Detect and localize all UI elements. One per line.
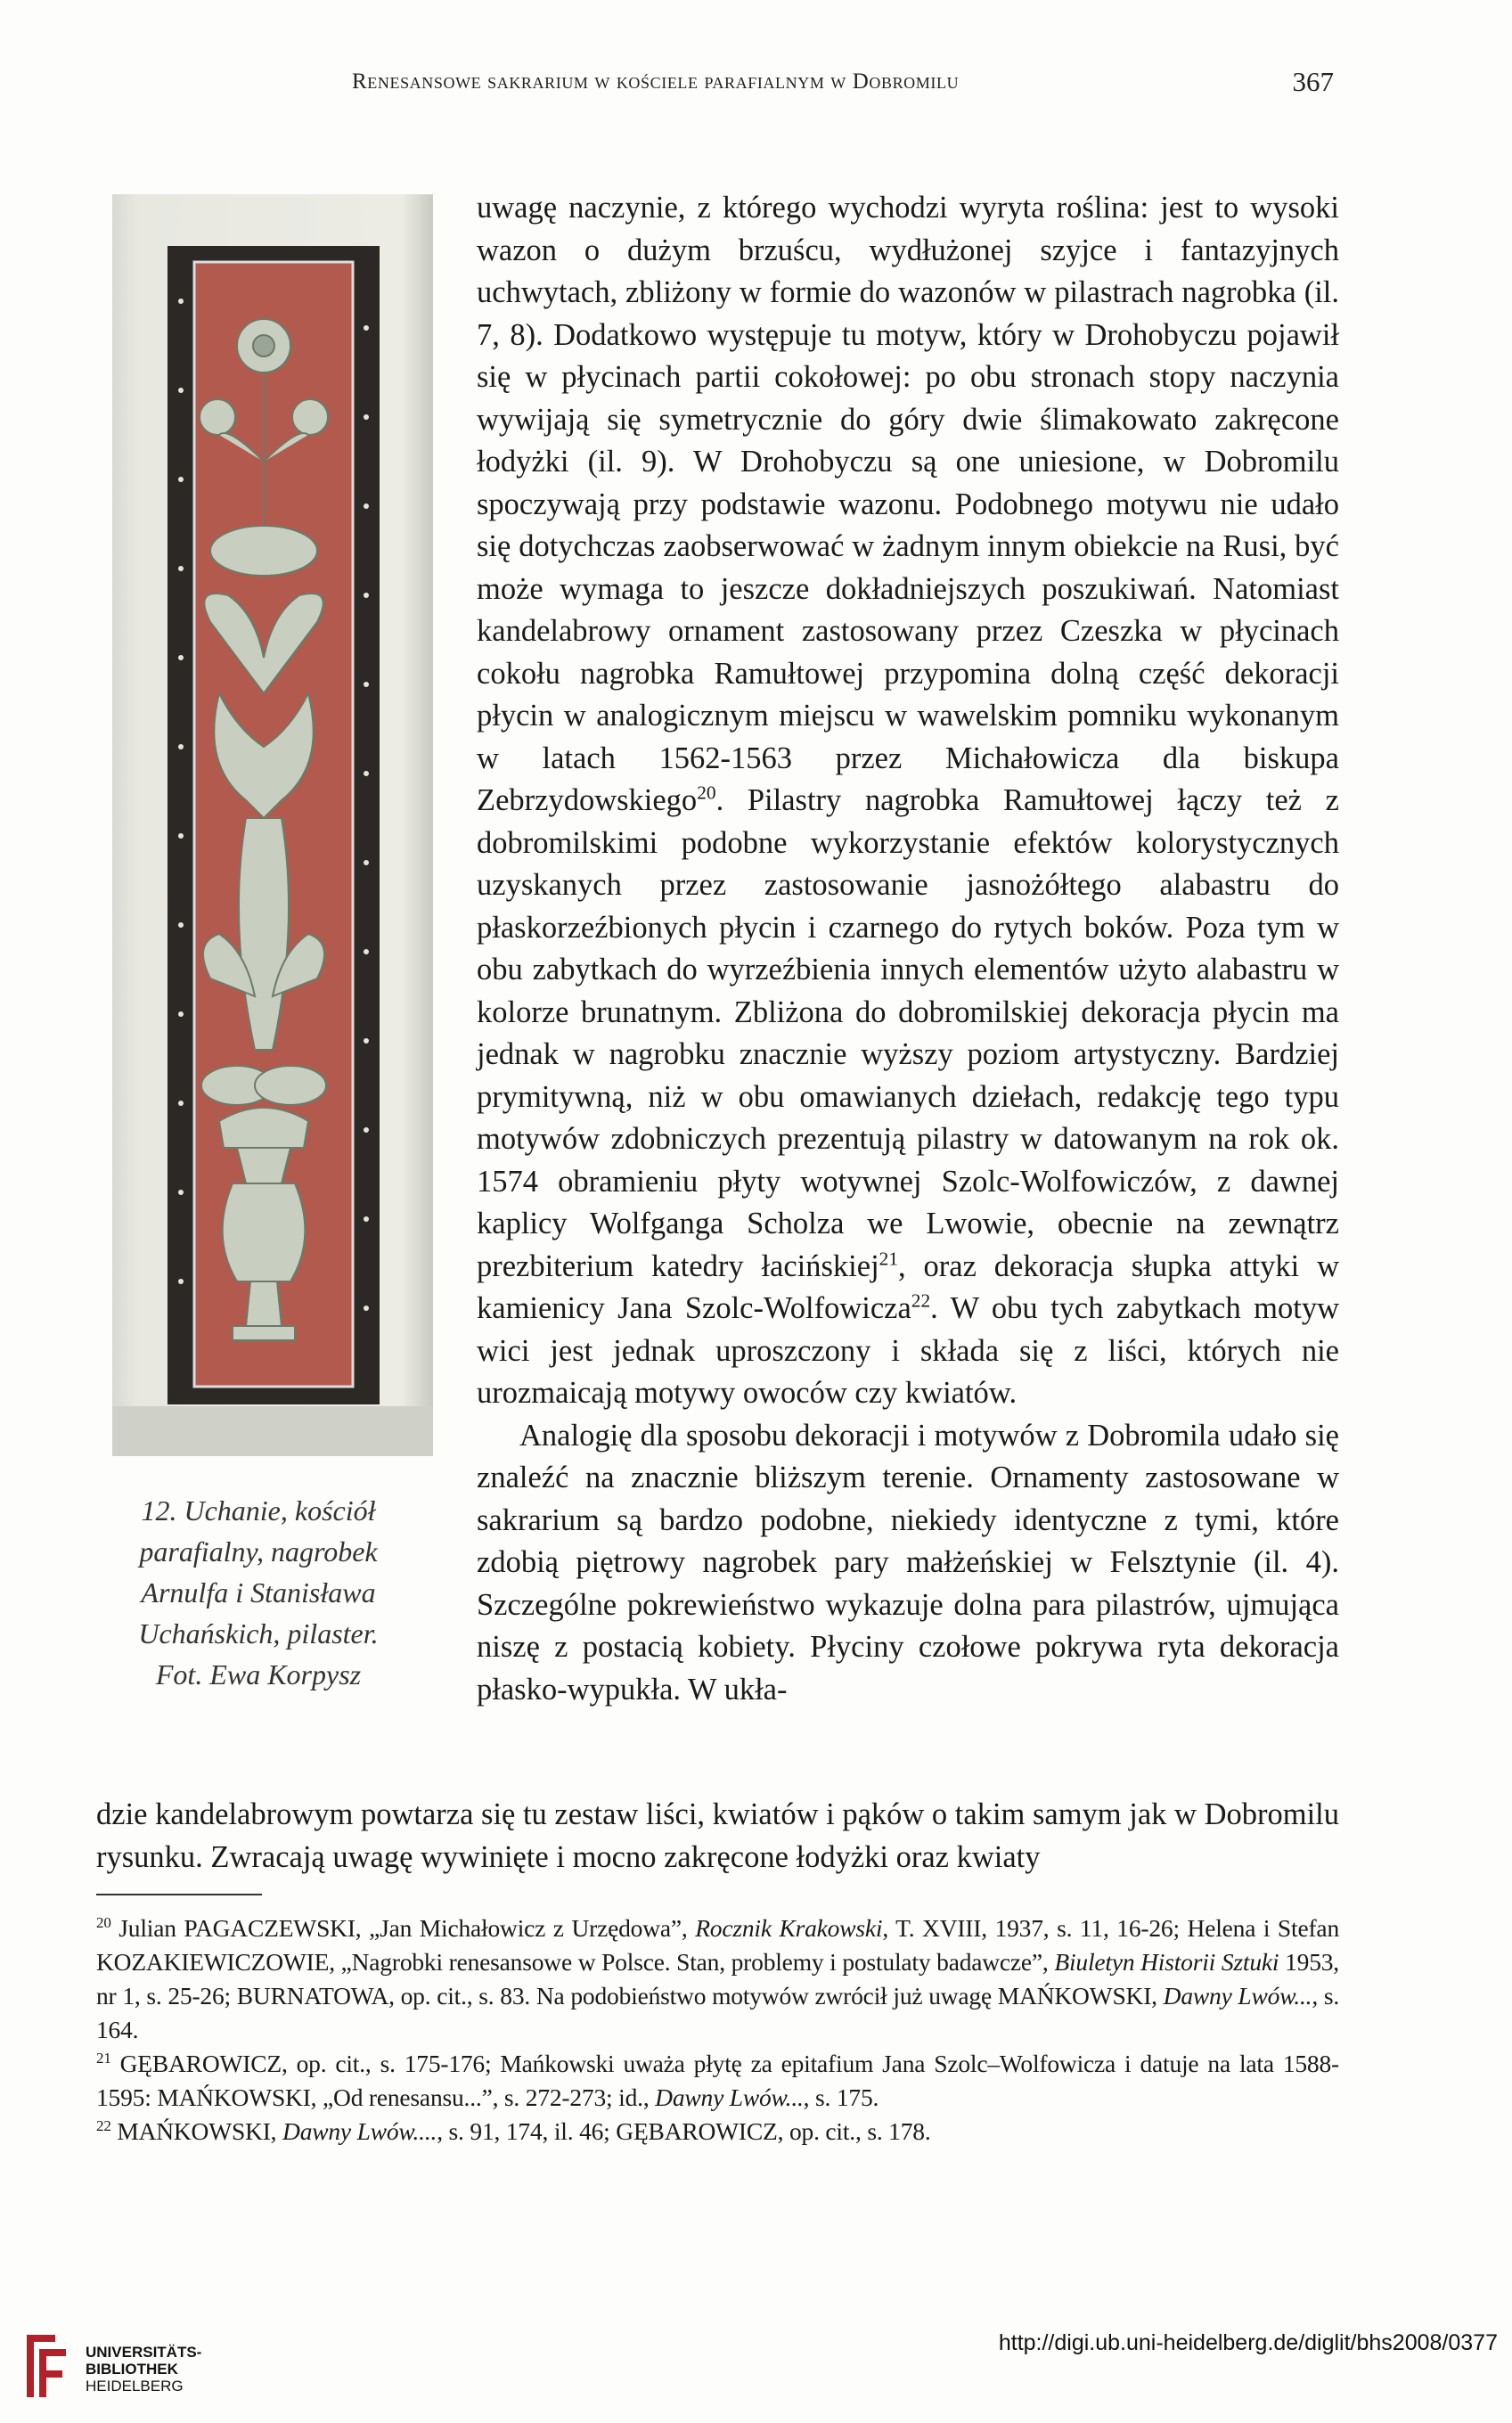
caption-line: Arnulfa i Stanisława xyxy=(141,1576,376,1609)
caption-line: Uchańskich, pilaster. xyxy=(138,1617,379,1649)
library-logo-icon xyxy=(20,2326,73,2406)
text-run: , s. 91, 174, il. 46; GĘBAROWICZ, op. cit., s. 178. xyxy=(437,2117,931,2145)
text-run: . Pilastry nagrobka Ramułtowej łączy też z dobromilskimi podobne wykorzystanie efektów kolorystycznych uzyskanych przez zastosowanie jasnożółtego alabastru do płaskorzeźbionych płycin i czarnego do rytych boków. Poza tym w obu zabytkach do wyrzeźbienia innych elementów użyto alabastru w kolorze brunatnym. Zbliżona do dobromilskiej dekoracja płycin ma jednak w nagrobku znacznie wyższy poziom artystyczny. Bardziej prymitywną, niż w obu omawianych dziełach, redakcję tego typu motywów zdobniczych prezentują pilastry w datowanym na rok ok. 1574 obramieniu płyty wotywnej Szolc-Wolfowiczów, z dawnej kaplicy Wolfganga Scholza we Lwowie, obecnie na zewnątrz prezbiterium katedry łacińskiej xyxy=(477,783,1339,1283)
library-name xyxy=(86,2344,201,2394)
text-run: Biuletyn Historii Sztuki xyxy=(1054,1948,1279,1976)
body-text-column xyxy=(477,187,1339,1711)
text-run: Rocznik Krakowski xyxy=(695,1914,883,1942)
running-title: Renesansowe sakrarium w kościele parafialnym w Dobromilu xyxy=(352,70,960,94)
text-run: 1953, nr 1, s. 25-26; BURNATOWA, op. cit., s. 83. Na podobieństwo motywów zwrócił już uwagę MAŃKOWSKI, xyxy=(96,1948,1339,2010)
paragraph xyxy=(477,187,1339,1415)
text-run: Dawny Lwów.... xyxy=(282,2117,437,2145)
library-name-line: BIBLIOTHEK xyxy=(86,2361,178,2378)
text-run: , s. 175. xyxy=(803,2083,879,2111)
text-run: , oraz dekoracja słupka attyki w kamienicy Jana Szolc-Wolfowicza xyxy=(477,1248,1339,1325)
text-run: , T. XVIII, 1937, s. 11, 16-26; Helena i Stefan KOZAKIEWICZOWIE, „Nagrobki renesansowe w Polsce. Stan, problemy i postulaty badawcze”, xyxy=(96,1914,1339,1976)
footnotes xyxy=(96,1911,1339,2149)
caption-line: parafialny, nagrobek xyxy=(139,1535,378,1568)
text-run: MAŃKOWSKI, xyxy=(110,2117,283,2145)
footnote-20 xyxy=(96,1911,1339,2047)
paragraph-continuation: dzie kandelabrowym powtarza się tu zestaw liści, kwiatów i pąków o takim samym jak w Dobromilu rysunku. Zwracają uwagę wywinięte i mocno zakręcone łodyżki oraz kwiaty xyxy=(96,1797,1339,1874)
footnote-21 xyxy=(96,2047,1339,2115)
text-run: Dawny Lwów... xyxy=(1163,1982,1312,2010)
body-text-full-width xyxy=(96,1794,1339,1879)
footnote-ref-22[interactable]: 22 xyxy=(911,1289,931,1312)
text-run: uwagę naczynie, z którego wychodzi wyryta roślina: jest to wysoki wazon o dużym brzuścu, wydłużonej szyjce i fantazyjnych uchwytach, zbliżony w formie do wazonów w pilastrach nagrobka (il. 7, 8). Dodatkowo występuje tu motyw, który w Drohobyczu pojawił się w płycinach partii cokołowej: po obu stronach stopy naczynia wywijają się symetrycznie do góry dwie ślimakowato zakręcone łodyżki (il. 9). W Drohobyczu są one uniesione, w Dobromilu spoczywają przy podstawie wazonu. Podobnego motywu nie udało się dotychczas zaobserwować w żadnym innym obiekcie na Rusi, być może wymaga to jeszcze dokładniejszych poszukiwań. Natomiast kandelabrowy ornament zastosowany przez Czeszka w płycinach cokołu nagrobka Ramułtowej przypomina dolną część dekoracji płycin w analogicznym miejscu w wawelskim pomniku wykonanym w latach 1562-1563 przez Michałowicza dla biskupa Zebrzydowskiego xyxy=(477,191,1339,817)
caption-line: Fot. Ewa Korpysz xyxy=(155,1658,362,1690)
text-run: Julian PAGACZEWSKI, „Jan Michałowicz z Urzędowa”, xyxy=(110,1914,696,1942)
pilaster-photo xyxy=(112,194,433,1456)
text-run: Dawny Lwów... xyxy=(655,2083,804,2111)
text-run: . W obu tych zabytkach motyw wici jest jednak uproszczony i składa się z liści, których nie urozmaicają motywy owoców czy kwiatów. xyxy=(477,1291,1339,1410)
footnote-ref-20[interactable]: 20 xyxy=(697,782,716,804)
text-run: , s. 164. xyxy=(96,1982,1340,2043)
footnote-number: 22 xyxy=(96,2116,111,2134)
figure-caption xyxy=(107,1490,410,1695)
footnote-divider xyxy=(96,1894,262,1895)
library-name-line: UNIVERSITÄTS- xyxy=(86,2344,202,2361)
pilaster-illustration xyxy=(112,194,433,1456)
footnote-22 xyxy=(96,2115,1339,2149)
paragraph: Analogię dla sposobu dekoracji i motywów z Dobromila udało się znaleźć na znacznie bliższym terenie. Ornamenty zastosowane w sakrarium są bardzo podobne, niekiedy identyczne z tymi, które zdobią piętrowy nagrobek pary małżeńskiej w Felsztynie (il. 4). Szczególne pokrewieństwo wykazuje dolna para pilastrów, ujmująca niszę z postacią kobiety. Płyciny czołowe pokrywa ryta dekoracja płasko-wypukła. W ukła- xyxy=(477,1418,1339,1707)
text-run: GĘBAROWICZ, op. cit., s. 175-176; Mańkowski uważa płytę za epitafium Jana Szolc–Wolfowicza i datuje na lata 1588-1595: MAŃKOWSKI, „Od renesansu...”, s. 272-273; id., xyxy=(96,2050,1339,2111)
footnote-number: 21 xyxy=(96,2049,111,2067)
caption-line: 12. Uchanie, kościół xyxy=(141,1494,376,1527)
library-name-line: HEIDELBERG xyxy=(86,2378,184,2394)
footnote-ref-21[interactable]: 21 xyxy=(879,1248,899,1269)
footnote-number: 20 xyxy=(96,1913,111,1931)
page-number: 367 xyxy=(1292,66,1334,97)
page-url-link[interactable]: http://digi.ub.uni-heidelberg.de/diglit/bhs2008/0377 xyxy=(998,2330,1498,2355)
